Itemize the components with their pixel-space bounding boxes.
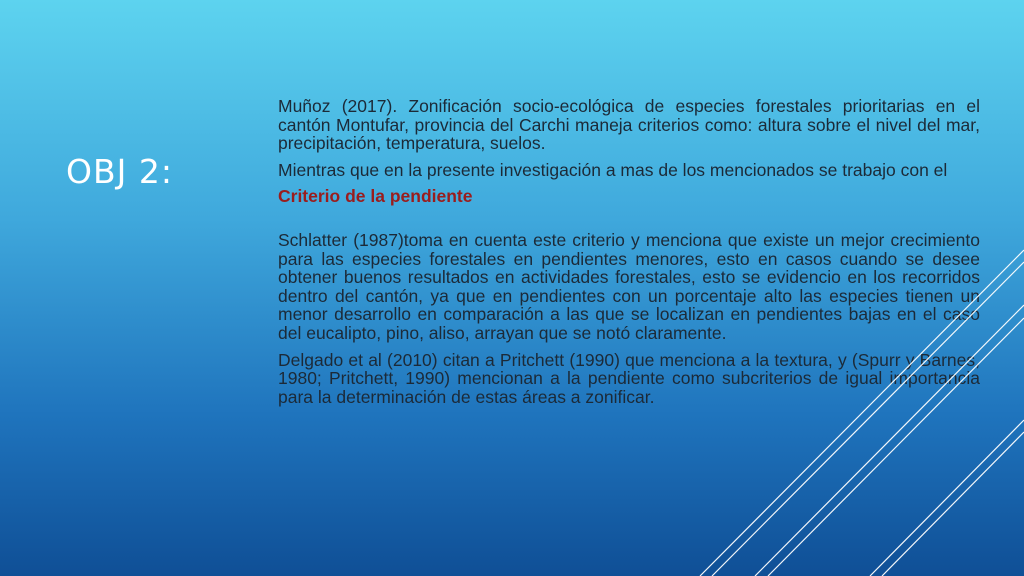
paragraph-schlatter: Schlatter (1987)toma en cuenta este criterio y menciona que existe un mejor crecimiento para las especies forestales en pendientes menores, esto en casos cuando se desee obtener buenos resultados en actividades forestales, esto se evidencio en los recorridos dentro del cantón, ya que en pendientes con un porcentaje alto las especies tienen un menor desarrollo en comparación a las que se localizan en pendientes bajas en el caso del eucalipto, pino, aliso, arrayan que se notó claramente. [278,229,980,343]
paragraph-investigacion: Mientras que en la presente investigación a mas de los mencionados se trabajo con el [278,159,948,180]
paragraph-munoz: Muñoz (2017). Zonificación socio-ecológica de especies forestales prioritarias en el cantón Montufar, provincia del Carchi maneja criterios como: altura sobre el nivel del mar, precipitación, temperatura, suelos. [278,96,980,154]
deco-line [870,420,1024,576]
criterio-heading: Criterio de la pendiente [278,186,473,207]
slide-title: OBJ 2: [66,152,173,191]
slide-body [278,97,980,414]
deco-line [882,432,1024,576]
paragraph-delgado: Delgado et al (2010) citan a Pritchett (1990) que menciona a la textura, y (Spurr y Barnes, 1980; Pritchett, 1990) mencionan a la pendiente como subcriterios de igual importancia para la determinación de estas áreas a zonificar. [278,349,980,407]
